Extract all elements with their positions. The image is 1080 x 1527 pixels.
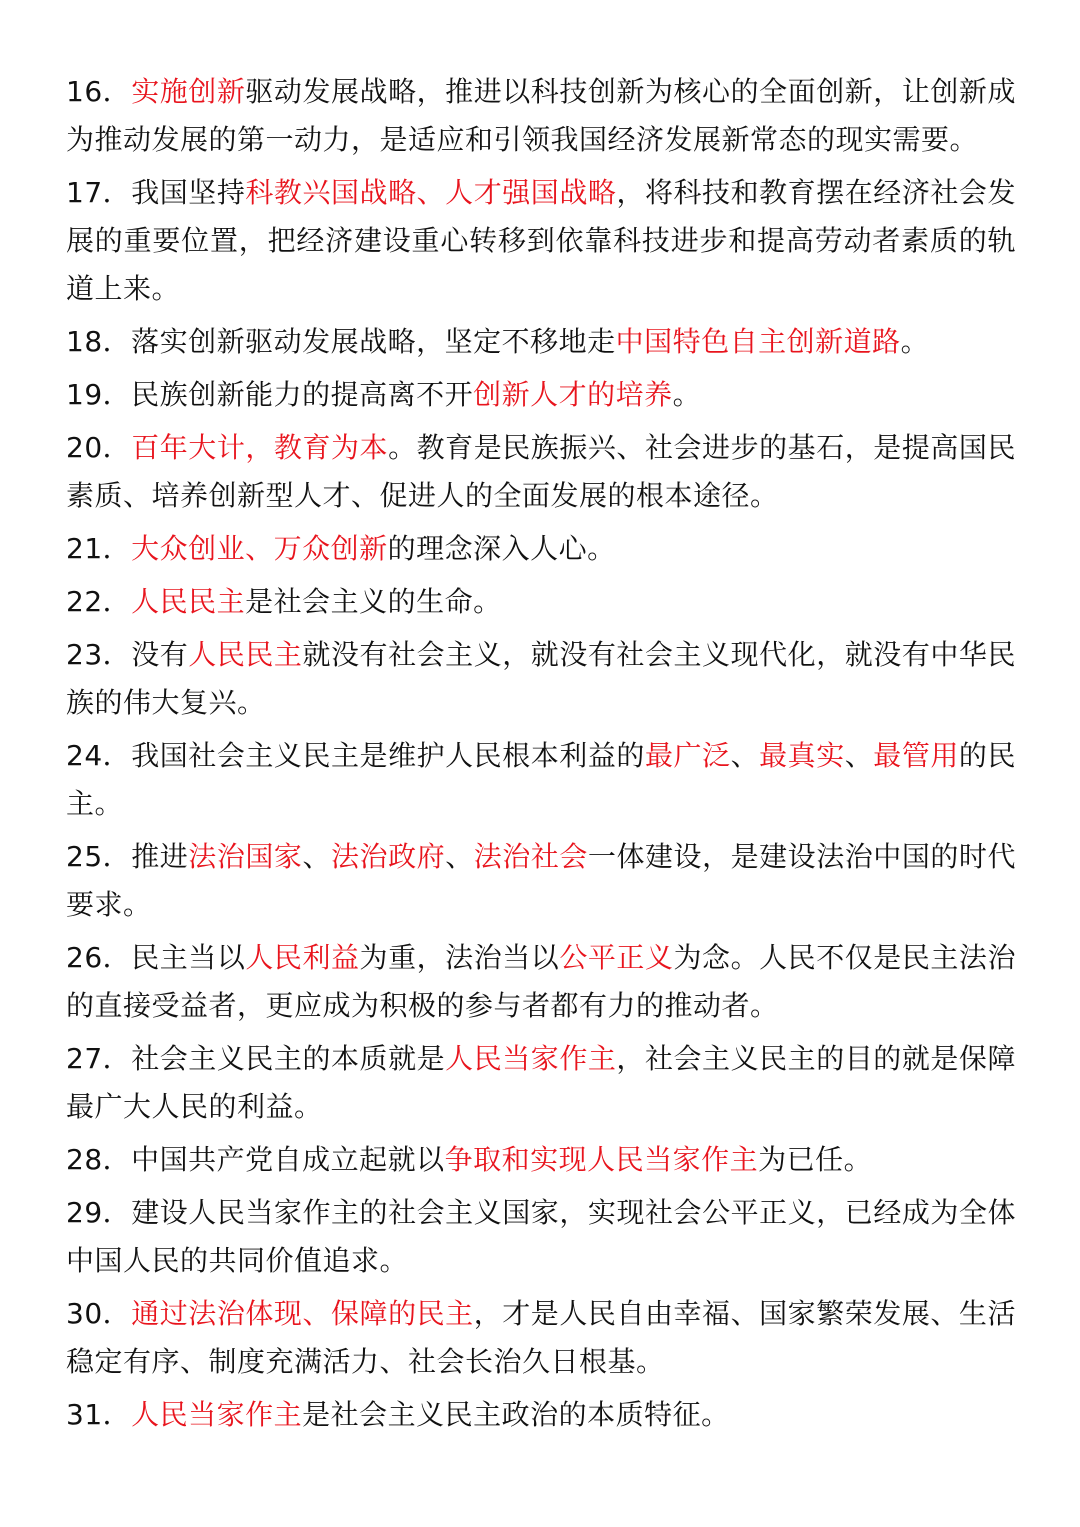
highlighted-keyword: 百年大计，教育为本: [131, 431, 389, 464]
list-item: [66, 833, 1016, 929]
list-item: [66, 68, 1016, 164]
item-text: 28．中国共产党自成立起就以: [66, 1143, 445, 1176]
document-body: [66, 68, 1016, 1444]
item-text: ，将科技和教育摆在经济社会发展的重要位置，把经济建设重心转移到依靠科技进步和提高劳动者素质的轨道上来。: [66, 176, 1016, 305]
list-item: [66, 169, 1016, 313]
highlighted-keyword: 最真实: [759, 739, 845, 772]
item-text: 是社会主义民主政治的本质特征。: [302, 1398, 730, 1431]
item-text: 27．社会主义民主的本质就是: [66, 1042, 446, 1075]
list-item: [66, 1136, 1016, 1184]
highlighted-keyword: 中国特色自主创新道路: [615, 325, 901, 358]
item-text: 驱动发展战略，推进以科技创新为核心的全面创新，让创新成为推动发展的第一动力，是适应和引领我国经济发展新常态的现实需要。: [66, 75, 1016, 156]
item-text: 。: [672, 378, 702, 411]
item-text: 31．: [66, 1398, 132, 1431]
list-item: [66, 1189, 1016, 1285]
list-item: [66, 631, 1016, 727]
highlighted-keyword: 通过法治体现、保障的民主: [131, 1297, 474, 1330]
highlighted-keyword: 争取和实现人民当家作主: [444, 1143, 759, 1176]
item-text: 16．: [66, 75, 132, 108]
highlighted-keyword: 法治社会: [473, 840, 588, 873]
highlighted-keyword: 大众创业、万众创新: [131, 532, 388, 565]
item-text: 29．建设人民当家作主的社会主义国家，实现社会公平正义，已经成为全体中国人民的共同价值追求。: [66, 1196, 1016, 1277]
list-item: [66, 371, 1016, 419]
list-item: [66, 732, 1016, 828]
list-item: [66, 318, 1016, 366]
list-item: [66, 578, 1016, 626]
item-text: 。教育是民族振兴、社会进步的基石，是提高国民素质、培养创新型人才、促进人的全面发展的根本途径。: [66, 431, 1016, 512]
highlighted-keyword: 人民当家作主: [131, 1398, 303, 1431]
item-text: ，才是人民自由幸福、国家繁荣发展、生活稳定有序、制度充满活力、社会长治久日根基。: [66, 1297, 1016, 1378]
item-text: 是社会主义的生命。: [245, 585, 502, 618]
highlighted-keyword: 法治国家: [188, 840, 303, 873]
item-text: 。: [900, 325, 930, 358]
item-text: 19．民族创新能力的提高离不开: [66, 378, 474, 411]
item-text: 为重，法治当以: [359, 941, 560, 974]
highlighted-keyword: 创新人才的培养: [473, 378, 673, 411]
highlighted-keyword: 人民利益: [245, 941, 360, 974]
item-text: 一体建设，是建设法治中国的时代要求。: [66, 840, 1016, 921]
item-text: 18．落实创新驱动发展战略，坚定不移地走: [66, 325, 616, 358]
highlighted-keyword: 人民民主: [188, 638, 303, 671]
item-text: 26．民主当以: [66, 941, 246, 974]
item-text: 的理念深入人心。: [387, 532, 616, 565]
highlighted-keyword: 人民民主: [131, 585, 246, 618]
highlighted-keyword: 公平正义: [559, 941, 674, 974]
list-item: [66, 525, 1016, 573]
item-text: 、: [730, 739, 760, 772]
item-text: ，社会主义民主的目的就是保障最广大人民的利益。: [66, 1042, 1016, 1123]
item-text: 的民主。: [66, 739, 1016, 820]
highlighted-keyword: 最管用: [873, 739, 959, 772]
item-text: 为念。人民不仅是民主法治的直接受益者，更应成为积极的参与者都有力的推动者。: [66, 941, 1016, 1022]
highlighted-keyword: 法治政府: [331, 840, 446, 873]
highlighted-keyword: 人民当家作主: [445, 1042, 617, 1075]
item-text: 、: [302, 840, 332, 873]
item-text: 17．我国坚持: [66, 176, 246, 209]
item-text: 22．: [66, 585, 132, 618]
item-text: 24．我国社会主义民主是维护人民根本利益的: [66, 739, 645, 772]
item-text: 、: [445, 840, 474, 873]
item-text: 21．: [66, 532, 132, 565]
highlighted-keyword: 科教兴国战略、人才强国战略: [245, 176, 617, 209]
list-item: [66, 1290, 1016, 1386]
item-text: 23．没有: [66, 638, 189, 671]
item-text: 25．推进: [66, 840, 189, 873]
highlighted-keyword: 最广泛: [644, 739, 731, 772]
item-text: 20．: [66, 431, 132, 464]
item-text: 30．: [66, 1297, 132, 1330]
list-item: [66, 424, 1016, 520]
list-item: [66, 1035, 1016, 1131]
list-item: [66, 934, 1016, 1030]
highlighted-keyword: 实施创新: [131, 75, 246, 108]
item-text: 就没有社会主义，就没有社会主义现代化，就没有中华民族的伟大复兴。: [66, 638, 1016, 719]
list-item: [66, 1391, 1016, 1439]
item-text: 、: [844, 739, 874, 772]
item-text: 为已任。: [758, 1143, 873, 1176]
